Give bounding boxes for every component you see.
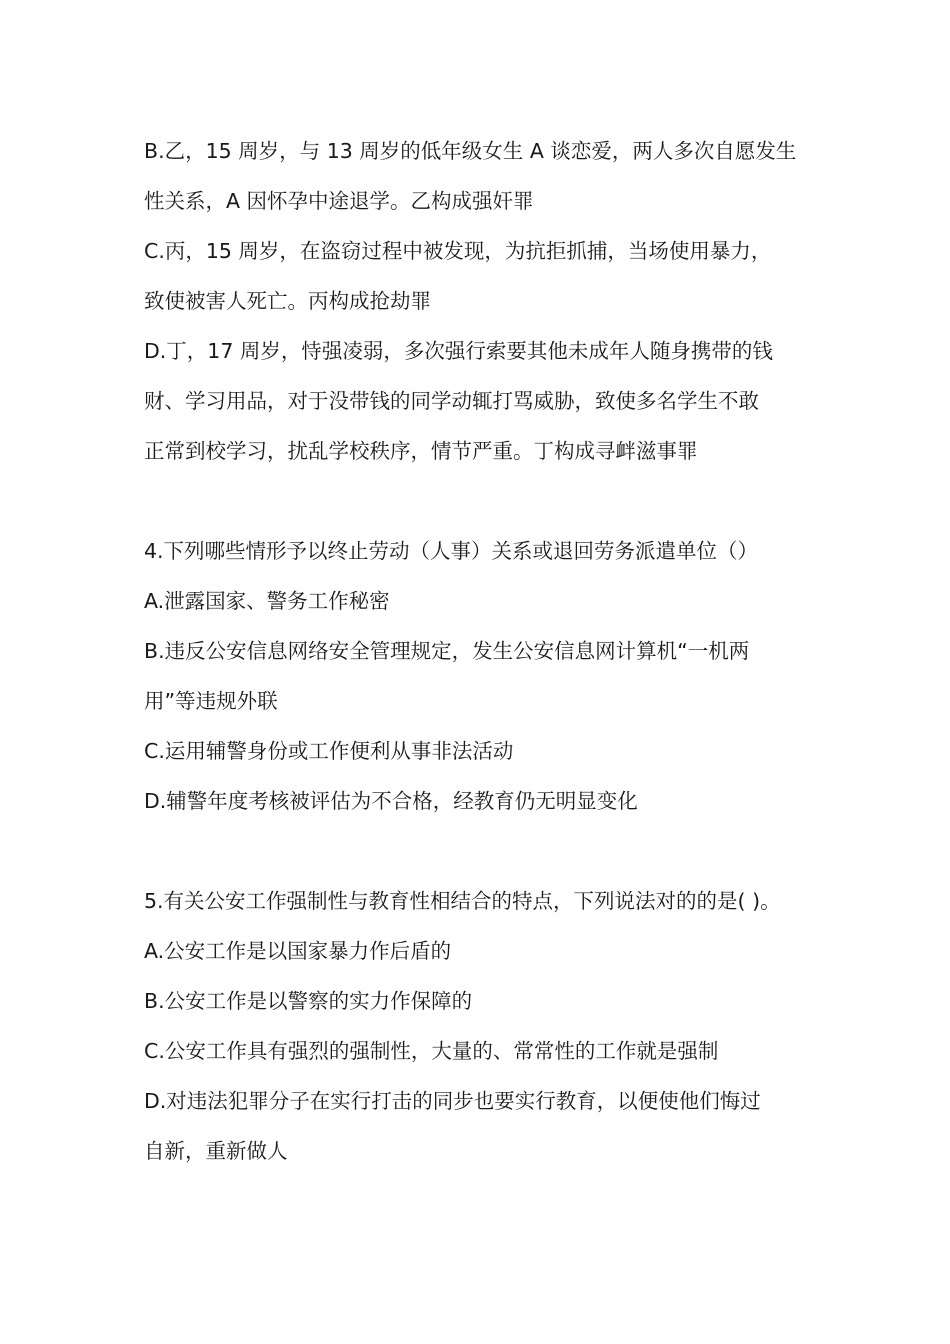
option-d-line-1: D.丁，17 周岁，恃强凌弱，多次强行索要其他未成年人随身携带的钱 xyxy=(144,339,773,363)
option-c-line-1: C.丙，15 周岁，在盗窃过程中被发现，为抗拒抓捕，当场使用暴力， xyxy=(144,239,772,263)
question-4-stem: 4.下列哪些情形予以终止劳动（人事）关系或退回劳务派遣单位（） xyxy=(144,539,759,563)
question-5-stem: 5.有关公安工作强制性与教育性相结合的特点，下列说法对的的是( )。 xyxy=(144,889,781,913)
option-d-line-2: 财、学习用品，对于没带钱的同学动辄打骂威胁，致使多名学生不敢 xyxy=(144,389,759,413)
question-5-option-a: A.公安工作是以国家暴力作后盾的 xyxy=(144,939,452,963)
question-5-option-c: C.公安工作具有强烈的强制性，大量的、常常性的工作就是强制 xyxy=(144,1039,719,1063)
question-4-option-c: C.运用辅警身份或工作便利从事非法活动 xyxy=(144,739,514,763)
question-4-option-a: A.泄露国家、警务工作秘密 xyxy=(144,589,390,613)
option-b-line-2: 性关系，A 因怀孕中途退学。乙构成强奸罪 xyxy=(144,189,534,213)
option-c-line-2: 致使被害人死亡。丙构成抢劫罪 xyxy=(144,289,431,313)
question-3-options xyxy=(144,126,814,476)
question-4-option-d: D.辅警年度考核被评估为不合格，经教育仍无明显变化 xyxy=(144,789,638,813)
question-5-option-d-line-1: D.对违法犯罪分子在实行打击的同步也要实行教育，以便使他们悔过 xyxy=(144,1089,761,1113)
document-body xyxy=(144,126,814,1176)
question-4-option-b-line-1: B.违反公安信息网络安全管理规定，发生公安信息网计算机“一机两 xyxy=(144,639,750,663)
option-b-line-1: B.乙，15 周岁，与 13 周岁的低年级女生 A 谈恋爱，两人多次自愿发生 xyxy=(144,139,797,163)
question-5-option-b: B.公安工作是以警察的实力作保障的 xyxy=(144,989,473,1013)
paragraph-gap xyxy=(144,476,814,526)
question-5-option-d-line-2: 自新，重新做人 xyxy=(144,1139,288,1163)
question-5 xyxy=(144,876,814,1176)
question-4-option-b-line-2: 用”等违规外联 xyxy=(144,689,278,713)
question-4 xyxy=(144,526,814,826)
paragraph-gap xyxy=(144,826,814,876)
option-d-line-3: 正常到校学习，扰乱学校秩序，情节严重。丁构成寻衅滋事罪 xyxy=(144,439,698,463)
